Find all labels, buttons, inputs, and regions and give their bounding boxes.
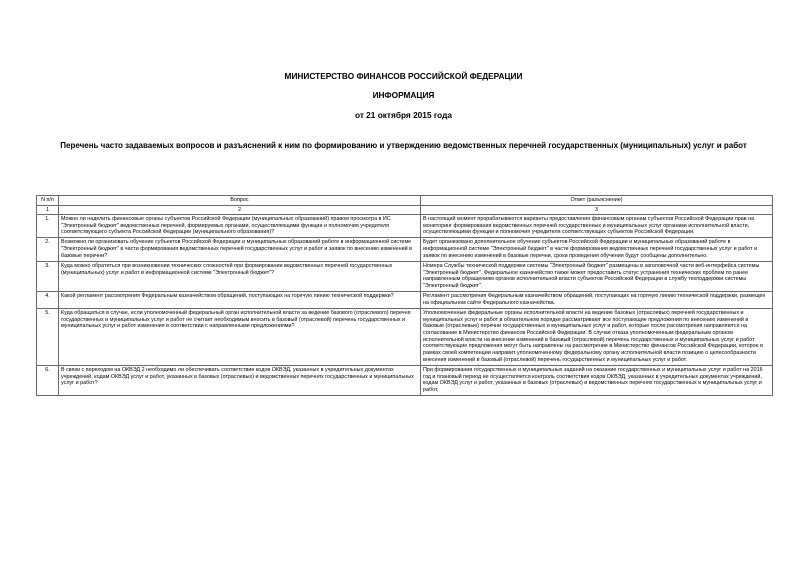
table-header-row: [37, 196, 773, 206]
ministry-heading: МИНИСТЕРСТВО ФИНАНСОВ РОССИЙСКОЙ ФЕДЕРАЦИИ: [284, 71, 523, 81]
answer-cell: Регламент рассмотрения Федеральным казначейством обращений, поступающих на горячую линию технической поддержки, размещен на официальном сайте Федерального казначейства.: [421, 291, 773, 308]
row-number: 5.: [37, 308, 59, 365]
column-header-number: N п/п: [37, 196, 59, 206]
row-number: 3.: [37, 261, 59, 291]
answer-cell: При формировании государственных и муниципальных заданий на оказание государственных и муниципальных услуг и работ на 2016 год и плановый период не осуществляется контроль соответствия кодов ОКВЭД, указанных в учредительных документах учреждений, кодам ОКВЭД услуг и работ, указанных в базовых (отраслевых) и ведомственных перечнях государственных и муниципальных услуг и работ.: [421, 365, 773, 395]
document-subtitle: Перечень часто задаваемых вопросов и разъяснений к ним по формированию и утверждению ведомственных перечней государственных (муниципальных) услуг и работ: [60, 141, 747, 150]
document-type-heading: ИНФОРМАЦИЯ: [372, 90, 435, 100]
column-index-3: 3: [421, 206, 773, 215]
answer-cell: Уполномоченные федеральные органы исполнительной власти на ведение базовых (отраслевых) перечней государственных и муниципальных услуг и работ в обязательном порядке рассматривают все поступающие предложения по внесению изменений в базовые (отраслевые) перечни государственных и муниципальных услуг и работ, которые после рассмотрения направляются на согласование в Министерство финансов Российской Федерации. В случае отказа уполномоченным федеральным органом исполнительной власти на внесение изменений в базовый (отраслевой) перечень государственных и муниципальных услуг и работ соответствующие предложения могут быть направлены на рассмотрение в Министерство финансов Российской Федерации, которое в рамках своей компетенции направит уполномоченному федеральному органу исполнительной власти позицию о целесообразности внесения изменений в базовый (отраслевой) перечень государственных и муниципальных услуг и работ.: [421, 308, 773, 365]
row-number: 6.: [37, 365, 59, 395]
table-row: [37, 214, 773, 237]
question-cell: Возможно ли организовать обучение субъектов Российской Федерации и муниципальных образований работе в информационной системе "Электронный бюджет" в части формирования ведомственных перечней государственных услуг и работ и заявок по внесению изменений в базовые перечни?: [59, 238, 421, 261]
table-row: [37, 365, 773, 395]
column-header-answer: Ответ (разъяснение): [421, 196, 773, 206]
answer-cell: Будет организовано дополнительное обучение субъектов Российской Федерации и муниципальных образований работе в информационной системе "Электронный бюджет" в части формирования ведомственных перечней государственных услуг и работ и заявок по внесению изменений в базовые перечни, сроки проведения обучения будут сообщены дополнительно.: [421, 238, 773, 261]
row-number: 1.: [37, 214, 59, 237]
column-index-row: [37, 206, 773, 215]
column-header-question: Вопрос: [59, 196, 421, 206]
table-row: [37, 291, 773, 308]
column-index-2: 2: [59, 206, 421, 215]
question-cell: В связи с переходом на ОКВЭД 2 необходимо ли обеспечивать соответствие кодов ОКВЭД, указанных в учредительных документах учреждений, кодам ОКВЭД услуг и работ, указанных в базовых (отраслевых) и ведомственных перечнях государственных и муниципальных услуг и работ?: [59, 365, 421, 395]
row-number: 2.: [37, 238, 59, 261]
table-row: [37, 308, 773, 365]
answer-cell: Номера Службы технической поддержки системы "Электронный бюджет" размещены в заголовочной части веб-интерфейса системы "Электронный бюджет". Федеральное казначейство также может предоставить статус устранения технических проблем по ранее направленным обращениям органов исполнительной власти субъектов Российской Федерации в службу техподдержки системы "Электронный бюджет".: [421, 261, 773, 291]
question-cell: Можно ли наделить финансовые органы субъектов Российской Федерации (муниципальных образований) правом просмотра в ИС "Электронный бюджет" ведомственных перечней, формируемых органами, осуществляющими функции и полномочия учредителя соответствующего субъекта Российской Федерации (муниципального образования)?: [59, 214, 421, 237]
answer-cell: В настоящий момент прорабатываются варианты предоставления финансовым органам субъектов Российской Федерации прав на мониторинг формирования ведомственных перечней государственных и муниципальных услуг органами исполнительной власти, осуществляющими функции и полномочия учредителя соответствующих субъектов Российской Федерации.: [421, 214, 773, 237]
question-cell: Какой регламент рассмотрения Федеральным казначейством обращений, поступающих на горячую линию технической поддержки?: [59, 291, 421, 308]
question-cell: Куда можно обратиться при возникновении технических сложностей при формировании ведомственных перечней государственных (муниципальных) услуг и работ в информационной системе "Электронный бюджет"?: [59, 261, 421, 291]
table-row: [37, 238, 773, 261]
column-index-1: 1: [37, 206, 59, 215]
table-row: [37, 261, 773, 291]
document-date: от 21 октября 2015 года: [354, 110, 453, 120]
faq-table: [36, 195, 773, 396]
row-number: 4.: [37, 291, 59, 308]
question-cell: Куда обращаться в случае, если уполномоченный федеральный орган исполнительной власти за ведение базового (отраслевого) перечня государственных и муниципальных услуг и работ не считает необходимым вносить в базовый (отраслевой) перечень государственных и муниципальных услуг и работ изменения в соответствии с направленными предложениями?: [59, 308, 421, 365]
